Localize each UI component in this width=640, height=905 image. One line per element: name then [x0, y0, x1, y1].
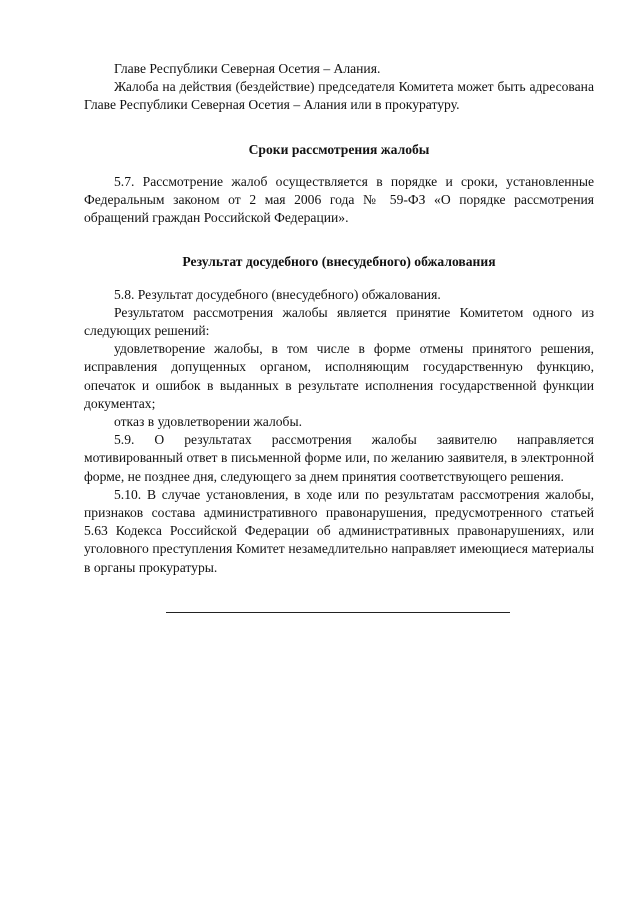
paragraph-5-7: 5.7. Рассмотрение жалоб осуществляется в порядке и сроки, установленные Федеральным законом от 2 мая 2006 года № 59-ФЗ «О порядке рассмотрения обращений граждан Российской Федерации».: [84, 173, 594, 226]
paragraph-5-8: 5.8. Результат досудебного (внесудебного) обжалования.: [114, 286, 441, 302]
end-divider-line: [166, 612, 510, 613]
appeal-paragraph: Жалоба на действия (бездействие) председателя Комитета может быть адресована Главе Республики Северная Осетия – Алания или в прокуратуру.: [84, 79, 594, 113]
refuse-paragraph: отказ в удовлетворении жалобы.: [114, 414, 302, 430]
intro-line: Главе Республики Северная Осетия – Алания.: [114, 61, 381, 76]
section-heading-terms: Сроки рассмотрения жалобы: [248, 141, 430, 157]
document-page: [84, 60, 594, 577]
paragraph-5-9: 5.9. О результатах рассмотрения жалобы заявителю направляется мотивированный ответ в письменной форме или, по желанию заявителя, в электронной форме, не позднее дня, следующего за днем принятия соответствующего решения.: [84, 432, 594, 484]
result-intro-paragraph: Результатом рассмотрения жалобы является принятие Комитетом одного из следующих решений:: [84, 304, 594, 339]
satisfy-paragraph: удовлетворение жалобы, в том числе в форме отмены принятого решения, исправления допущенных органом, исполняющим государственную функцию, опечаток и ошибок в выданных в результате исполнения государственной функции документах;: [84, 341, 594, 411]
section-heading-result: Результат досудебного (внесудебного) обжалования: [182, 254, 496, 270]
paragraph-5-10: 5.10. В случае установления, в ходе или по результатам рассмотрения жалобы, признаков состава административного правонарушения, предусмотренного статьей 5.63 Кодекса Российской Федерации об административных правонарушениях, или уголовного преступления Комитет незамедлительно направляет имеющиеся материалы в органы прокуратуры.: [84, 486, 594, 575]
